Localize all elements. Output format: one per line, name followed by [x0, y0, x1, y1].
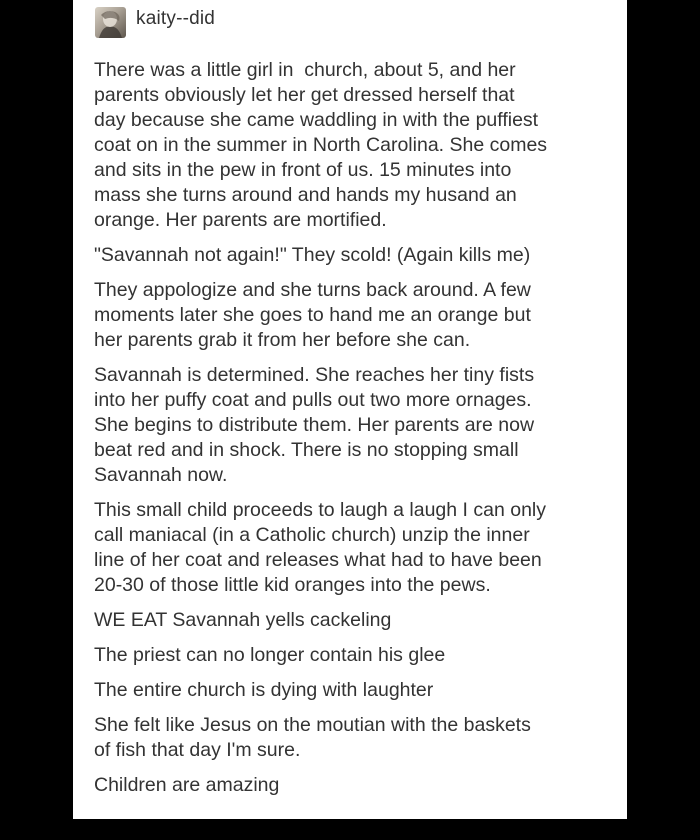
paragraph: There was a little girl in church, about 5, and her parents obviously let her get dressed herself that day because she came waddling in with the puffiest coat on in the summer in North Carolina. She comes and sits in the pew in front of us. 15 minutes into mass she turns around and hands my husand an orange. Her parents are mortified. — [94, 59, 548, 231]
paragraph: The entire church is dying with laughter — [94, 679, 434, 701]
paragraph: She felt like Jesus on the moutian with the baskets of fish that day I'm sure. — [94, 714, 531, 761]
post-card — [73, 0, 627, 819]
paragraph: They appologize and she turns back around. A few moments later she goes to hand me an orange but her parents grab it from her before she can. — [94, 279, 531, 351]
paragraph: Savannah is determined. She reaches her tiny fists into her puffy coat and pulls out two more ornages. She begins to distribute them. Her parents are now beat red and in shock. There is no stopping small Savannah now. — [94, 364, 535, 486]
paragraph: This small child proceeds to laugh a laugh I can only call maniacal (in a Catholic church) unzip the inner line of her coat and releases what had to have been 20-30 of those little kid oranges into the pews. — [94, 499, 547, 596]
paragraph-clipped: Children are amazing — [94, 774, 280, 796]
post-header — [95, 6, 215, 38]
paragraph: The priest can no longer contain his glee — [94, 644, 446, 666]
post-body — [94, 58, 618, 798]
paragraph: "Savannah not again!" They scold! (Again kills me) — [94, 244, 531, 266]
avatar-icon[interactable] — [95, 7, 126, 38]
paragraph: WE EAT Savannah yells cackeling — [94, 609, 392, 631]
username-link[interactable]: kaity--did — [136, 8, 216, 29]
